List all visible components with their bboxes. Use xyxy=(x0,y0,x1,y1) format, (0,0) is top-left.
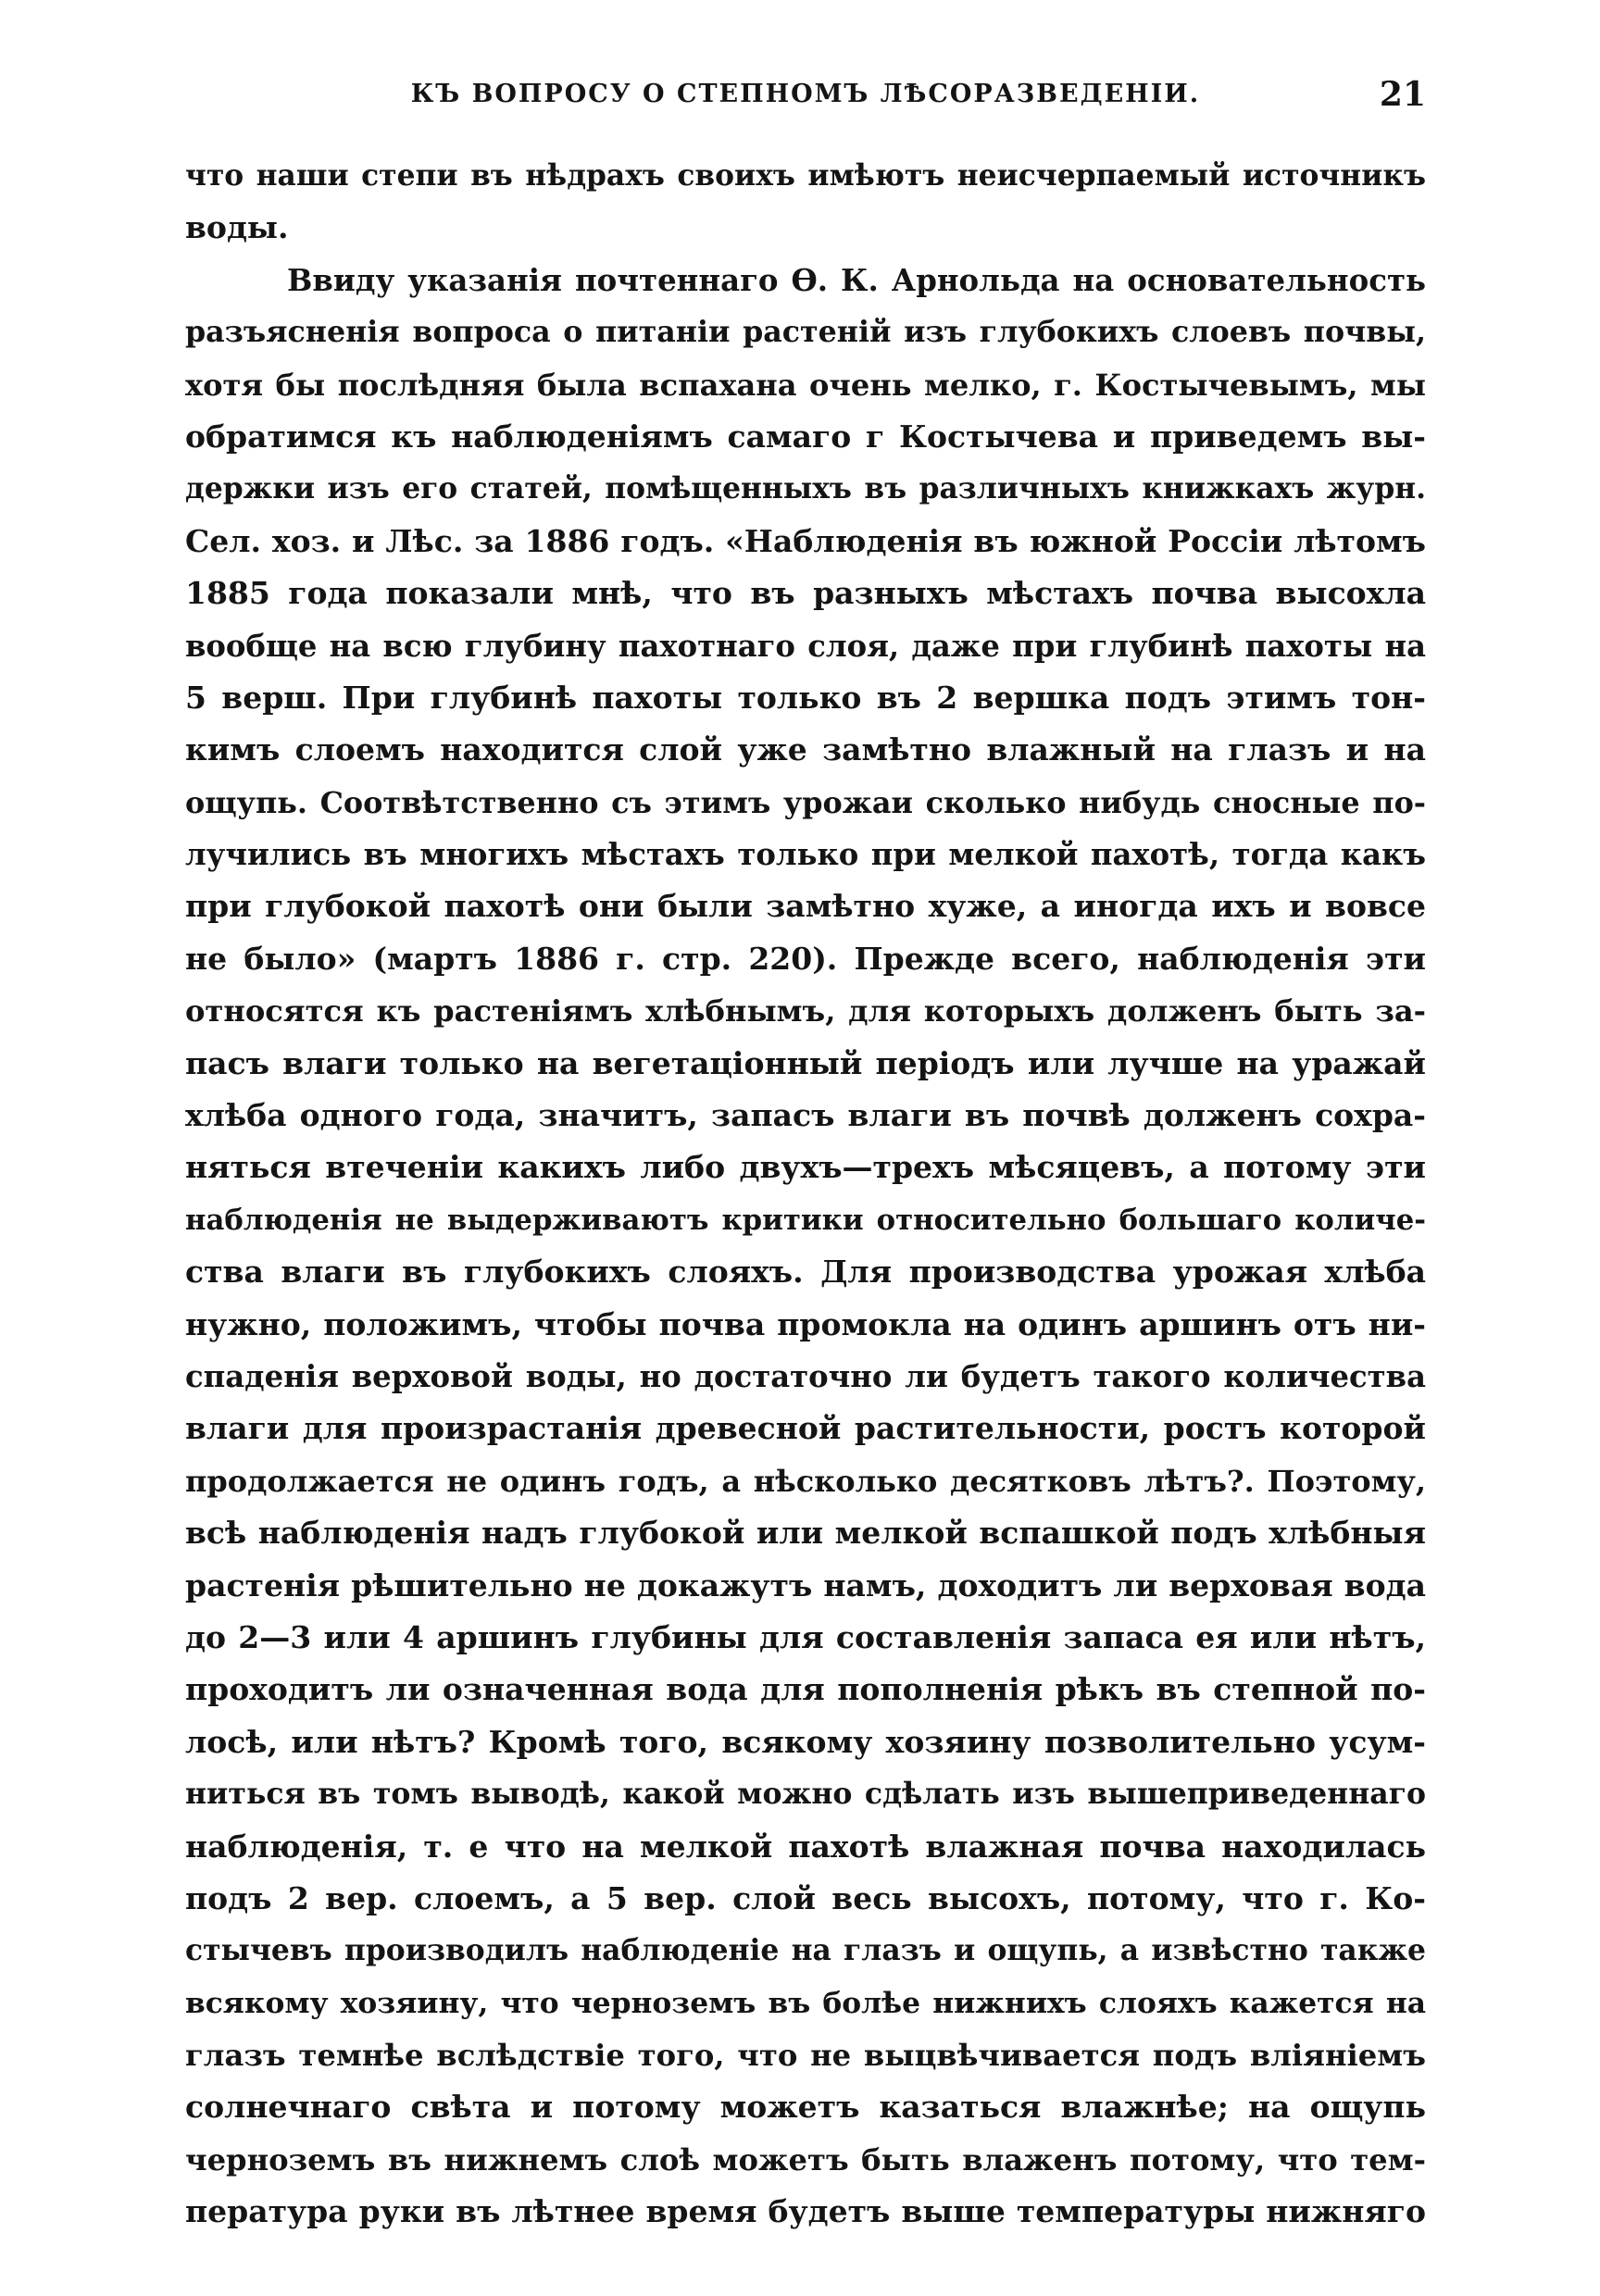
text-line: вообще на всю глубину пахотнаго слоя, даже при глубинѣ пахоты на xyxy=(185,628,1426,664)
text-line: 5 верш. При глубинѣ пахоты только въ 2 вершка подъ этимъ тон- xyxy=(185,679,1426,716)
text-line: пература руки въ лѣтнее время будетъ выше температуры нижняго xyxy=(185,2193,1426,2230)
text-line: растенія рѣшительно не докажутъ намъ, доходитъ ли верховая вода xyxy=(185,1566,1426,1603)
text-line: 1885 года показали мнѣ, что въ разныхъ мѣстахъ почва высохла xyxy=(185,575,1426,612)
text-line: ощупь. Соотвѣтственно съ этимъ урожаи сколько нибудь сносные по- xyxy=(185,784,1426,820)
page-number: 21 xyxy=(1379,75,1426,114)
text-line: наблюденія, т. е что на мелкой пахотѣ влажная почва находилась xyxy=(185,1828,1426,1865)
text-line: воды. xyxy=(185,209,289,246)
text-line: при глубокой пахотѣ они были замѣтно хуже, а иногда ихъ и вовсе xyxy=(185,888,1426,925)
text-line: подъ 2 вер. слоемъ, а 5 вер. слой весь высохъ, потому, что г. Ко- xyxy=(185,1879,1426,1916)
text-line: глазъ темнѣе вслѣдствіе того, что не выцвѣчивается подъ вліяніемъ xyxy=(185,2038,1426,2074)
text-line: лучились въ многихъ мѣстахъ только при мелкой пахотѣ, тогда какъ xyxy=(185,837,1426,873)
text-line: обратимся къ наблюденіямъ самаго г Костычева и приведемъ вы- xyxy=(185,418,1426,455)
text-line: стычевъ производилъ наблюденіе на глазъ и ощупь, а извѣстно также xyxy=(185,1934,1426,1968)
running-head xyxy=(185,72,1426,117)
text-line: Ввиду указанія почтеннаго Ѳ. К. Арнольда на основательность xyxy=(287,262,1426,298)
text-line: лосѣ, или нѣтъ? Кромѣ того, всякому хозяину позволительно усум- xyxy=(185,1723,1426,1760)
text-line: кимъ слоемъ находится слой уже замѣтно влажный на глазъ и на xyxy=(185,731,1426,768)
text-line: наблюденія не выдерживаютъ критики относительно большаго количе- xyxy=(185,1203,1426,1237)
text-line: не было» (мартъ 1886 г. стр. 220). Прежде всего, наблюденія эти xyxy=(185,940,1426,977)
text-line: влаги для произрастанія древесной растительности, ростъ которой xyxy=(185,1410,1426,1447)
text-line: держки изъ его статей, помѣщенныхъ въ различныхъ книжкахъ журн. xyxy=(185,472,1426,506)
text-line: проходитъ ли означенная вода для пополненія рѣкъ въ степной по- xyxy=(185,1671,1426,1708)
text-line: ниться въ томъ выводѣ, какой можно сдѣлать изъ вышеприведеннаго xyxy=(185,1777,1426,1812)
text-line: ства влаги въ глубокихъ слояхъ. Для производства урожая хлѣба xyxy=(185,1254,1426,1291)
text-line: спаденія верховой воды, но достаточно ли будетъ такого количества xyxy=(185,1358,1426,1394)
text-line: черноземъ въ нижнемъ слоѣ можетъ быть влаженъ потому, что тем- xyxy=(185,2141,1426,2177)
text-line: всякому хозяину, что черноземъ въ болѣе нижнихъ слояхъ кажется на xyxy=(185,1986,1426,2020)
text-line: разъясненія вопроса о питаніи растеній изъ глубокихъ слоевъ почвы, xyxy=(185,315,1426,350)
text-line: пасъ влаги только на вегетаціонный періодъ или лучше на уражай xyxy=(185,1044,1426,1081)
text-line: Сел. хоз. и Лѣс. за 1886 годъ. «Наблюденія въ южной Россіи лѣтомъ xyxy=(185,522,1426,559)
text-line: хотя бы послѣдняя была вспахана очень мелко, г. Костычевымъ, мы xyxy=(185,367,1426,403)
text-line: до 2—3 или 4 аршинъ глубины для составленія запаса ея или нѣтъ, xyxy=(185,1618,1426,1655)
text-line: продолжается не одинъ годъ, а нѣсколько десятковъ лѣтъ?. Поэтому, xyxy=(185,1463,1426,1499)
running-title: КЪ ВОПРОСУ О СТЕПНОМЪ ЛѢСОРАЗВЕДЕНІИ. xyxy=(410,80,1201,108)
text-line: солнечнаго свѣта и потому можетъ казаться влажнѣе; на ощупь xyxy=(185,2089,1426,2126)
text-line: няться втеченіи какихъ либо двухъ—трехъ мѣсяцевъ, а потому эти xyxy=(185,1149,1426,1186)
text-line: что наши степи въ нѣдрахъ своихъ имѣютъ неисчерпаемый источникъ xyxy=(185,159,1426,193)
text-line: всѣ наблюденія надъ глубокой или мелкой вспашкой подъ хлѣбныя xyxy=(185,1515,1426,1552)
body-text xyxy=(185,150,1426,2239)
text-line: относятся къ растеніямъ хлѣбнымъ, для которыхъ долженъ быть за- xyxy=(185,993,1426,1029)
text-line: нужно, положимъ, чтобы почва промокла на одинъ аршинъ отъ ни- xyxy=(185,1305,1426,1342)
text-line: хлѣба одного года, значитъ, запасъ влаги въ почвѣ долженъ сохра- xyxy=(185,1097,1426,1134)
